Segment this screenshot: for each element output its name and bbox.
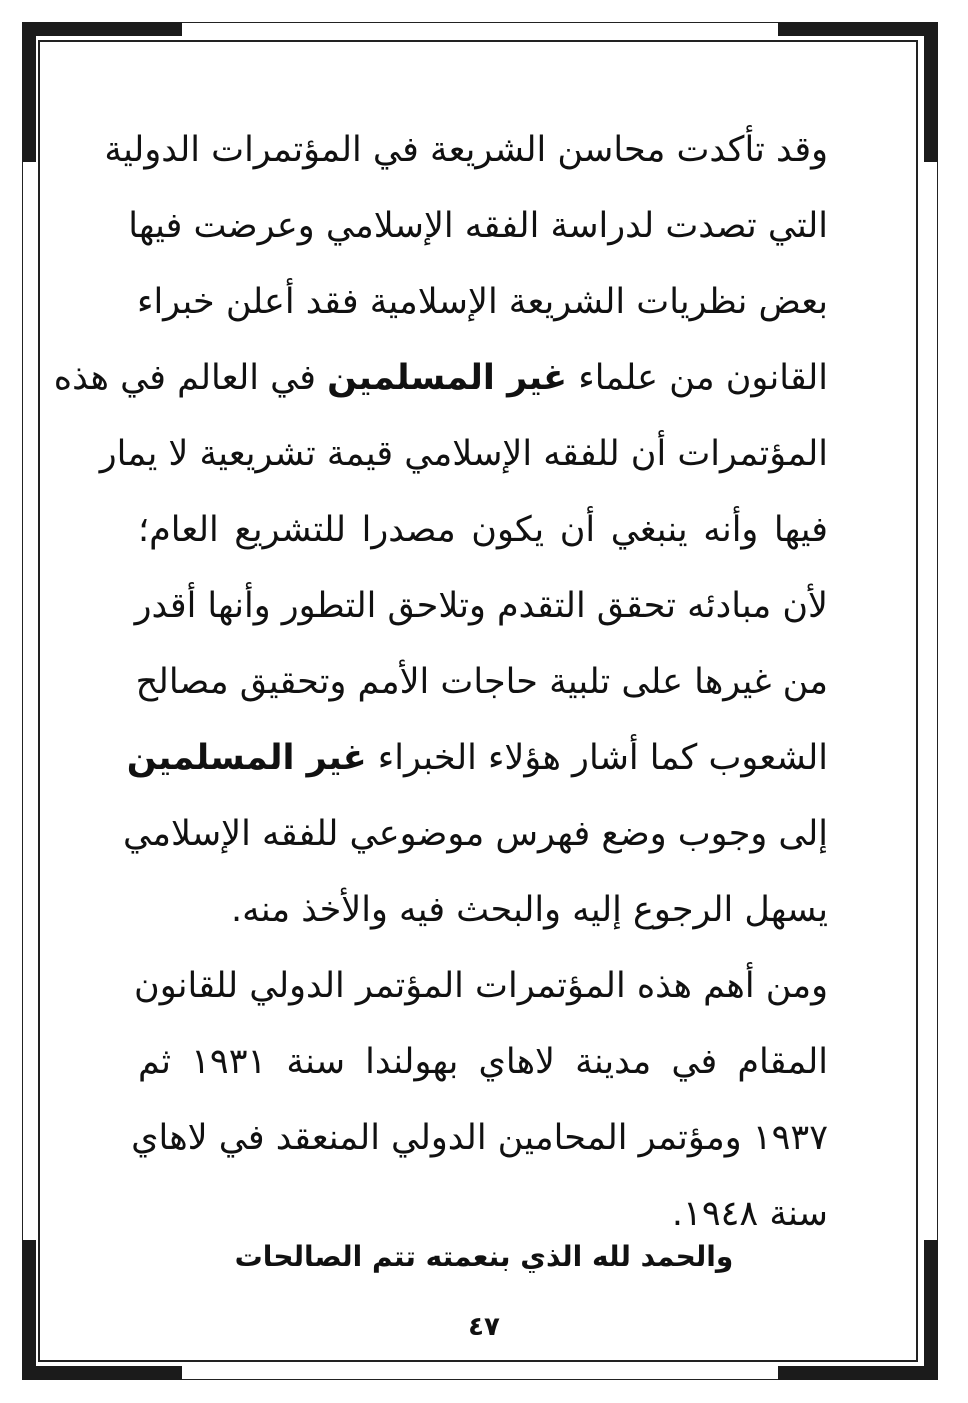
frame-corner-top-right-h bbox=[778, 22, 938, 36]
text-line: فيها وأنه ينبغي أن يكون مصدرا للتشريع العام؛ bbox=[138, 510, 828, 550]
frame-corner-top-left-h bbox=[22, 22, 182, 36]
frame-corner-bottom-left-h bbox=[22, 1366, 182, 1380]
text-line bbox=[126, 728, 828, 788]
frame-corner-top-left-v bbox=[22, 22, 36, 162]
text-line: المؤتمرات أن للفقه الإسلامي قيمة تشريعية لا يمار bbox=[99, 434, 828, 474]
closing-text: والحمد لله الذي بنعمته تتم الصالحات bbox=[234, 1240, 734, 1273]
text-line: ١٩٣٧ ومؤتمر المحامين الدولي المنعقد في لاهاي bbox=[131, 1118, 828, 1158]
text-line: من غيرها على تلبية حاجات الأمم وتحقيق مصالح bbox=[135, 662, 828, 702]
text-segment: في العالم في هذه bbox=[53, 358, 317, 398]
page-number: ٤٧ bbox=[468, 1312, 500, 1342]
text-line: إلى وجوب وضع فهرس موضوعي للفقه الإسلامي bbox=[123, 814, 828, 854]
text-segment: الشعوب كما أشار هؤلاء الخبراء bbox=[377, 738, 828, 778]
text-segment: القانون من علماء bbox=[578, 358, 828, 398]
text-line: سنة ١٩٤٨. bbox=[671, 1194, 828, 1234]
text-line bbox=[53, 348, 828, 408]
text-line: المقام في مدينة لاهاي بهولندا سنة ١٩٣١ ثم bbox=[138, 1042, 828, 1082]
emphasis-text: غير المسلمين bbox=[126, 738, 367, 778]
frame-corner-bottom-right-h bbox=[778, 1366, 938, 1380]
text-line: لأن مبادئه تحقق التقدم وتلاحق التطور وأنها أقدر bbox=[134, 586, 828, 626]
text-line: يسهل الرجوع إليه والبحث فيه والأخذ منه. bbox=[230, 890, 828, 930]
text-line: التي تصدت لدراسة الفقه الإسلامي وعرضت فيها bbox=[128, 206, 828, 246]
frame-corner-top-right-v bbox=[924, 22, 938, 162]
emphasis-text: غير المسلمين bbox=[327, 358, 568, 398]
text-line: وقد تأكدت محاسن الشريعة في المؤتمرات الدولية bbox=[104, 130, 828, 170]
text-line: ومن أهم هذه المؤتمرات المؤتمر الدولي للقانون bbox=[134, 966, 828, 1006]
text-line: بعض نظريات الشريعة الإسلامية فقد أعلن خبراء bbox=[137, 282, 828, 322]
